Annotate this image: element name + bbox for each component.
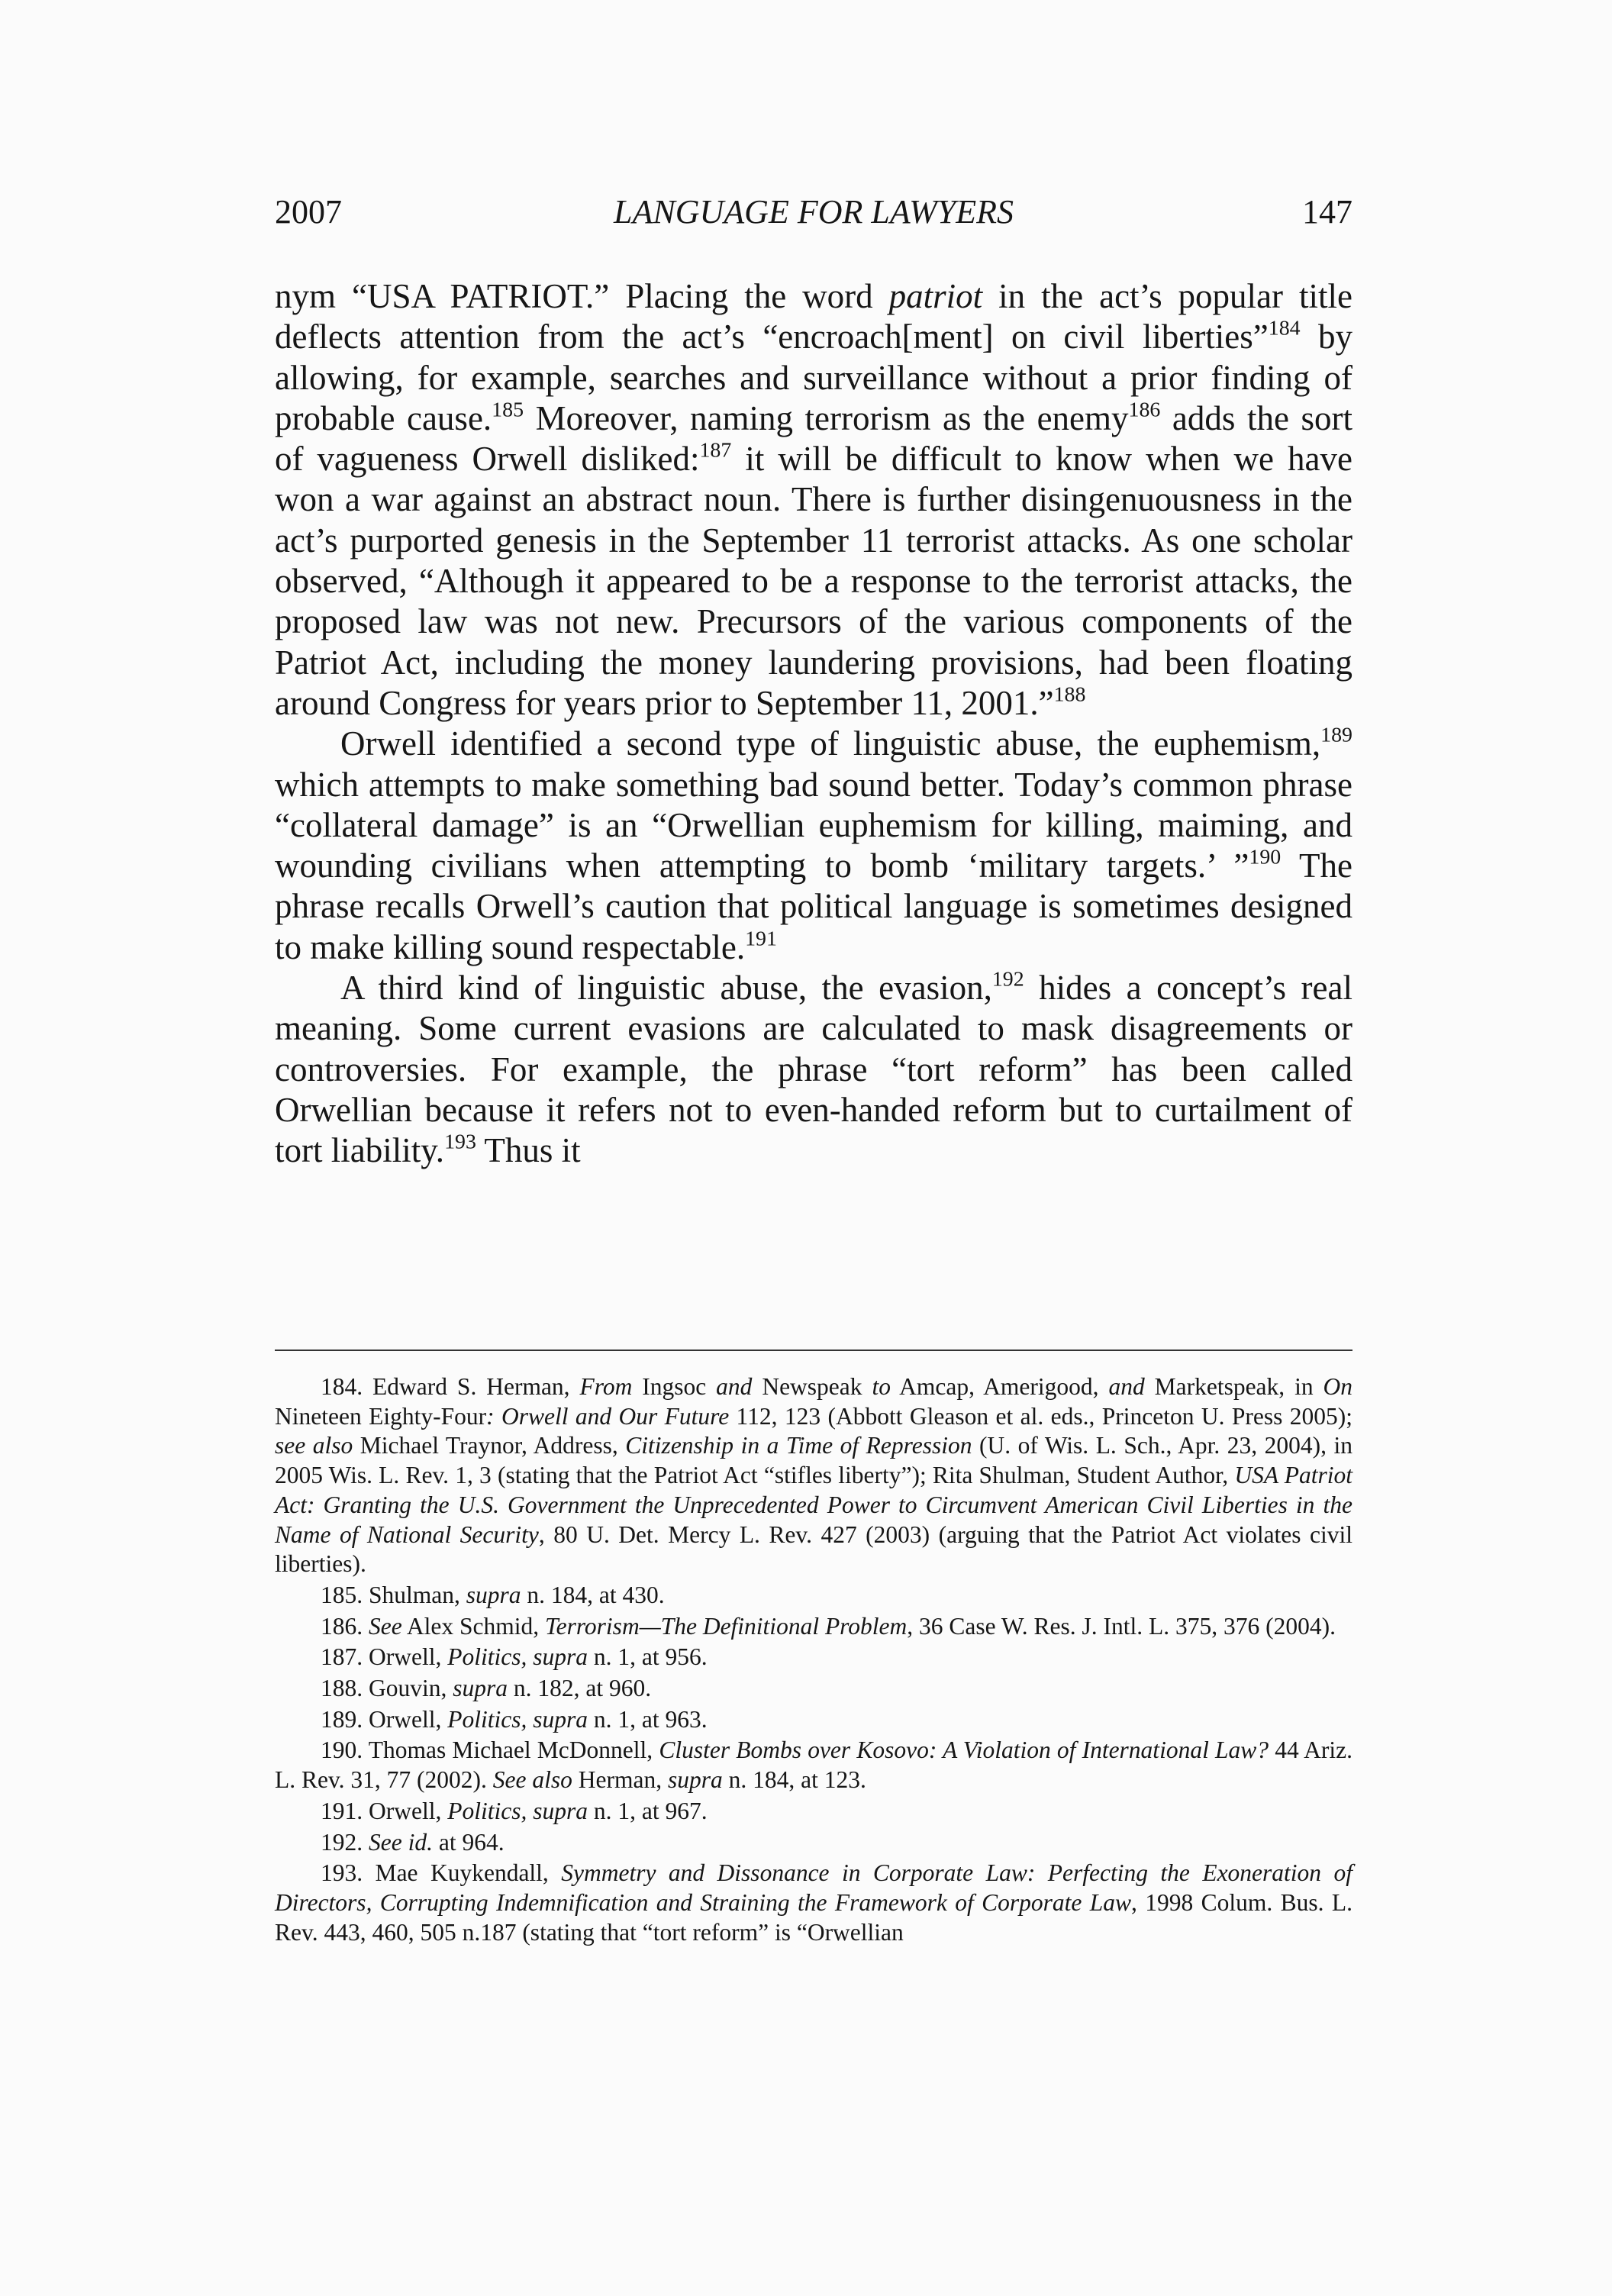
footnote-189: [275, 1705, 1352, 1735]
footnote-185: [275, 1581, 1352, 1611]
footnote-ref-185[interactable]: 185: [492, 398, 524, 422]
text-run: Michael Traynor, Address,: [353, 1432, 626, 1459]
text-run: Moreover, naming terrorism as the enemy: [524, 398, 1129, 437]
footnote-number: 189.: [321, 1705, 363, 1733]
text-run: hides a concept’s real meaning. Some current evasions are calculated to mask disagreements or controversies. For example, the phrase “tort reform” has been called Orwellian because it refers not to even-handed reform but to curtailment of tort liability.: [275, 969, 1352, 1170]
italic-text-run: see also: [275, 1432, 353, 1459]
text-run: n. 1, at 956.: [588, 1643, 708, 1671]
text-run: it will be difficult to know when we have won a war against an abstract noun. There is further disingenuousness in the act’s purported genesis in the September 11 terrorist attacks. As one scholar observed, “Although it appeared to be a response to the terrorist attacks, the proposed law was not new. Precursors of the various components of the Patriot Act, including the money laundering provisions, had been floating around Congress for years prior to September 11, 2001.”: [275, 440, 1352, 722]
footnote-ref-193[interactable]: 193: [444, 1130, 476, 1154]
italic-text-run: supra: [466, 1581, 521, 1608]
footnote-ref-189[interactable]: 189: [1320, 723, 1352, 747]
footnote-number: 187.: [321, 1643, 363, 1671]
footnote-ref-190[interactable]: 190: [1249, 845, 1282, 869]
text-run: 44 Ariz. L. Rev. 31, 77 (2002).: [275, 1737, 1353, 1794]
italic-text-run: Politics, supra: [447, 1643, 588, 1671]
text-run: Thomas Michael McDonnell,: [363, 1737, 659, 1764]
footnote-number: 193.: [321, 1859, 363, 1887]
footnote-number: 184.: [321, 1373, 363, 1400]
text-run: Alex Schmid,: [401, 1612, 545, 1640]
text-run: Thus it: [476, 1131, 581, 1170]
text-run: A third kind of linguistic abuse, the evasion,: [340, 969, 992, 1008]
footnote-186: [275, 1612, 1352, 1642]
footnote-number: 192.: [321, 1828, 363, 1856]
header-title: LANGUAGE FOR LAWYERS: [614, 193, 1014, 231]
text-run: Orwell,: [363, 1797, 448, 1824]
text-run: Orwell identified a second type of linguistic abuse, the euphemism,: [340, 724, 1321, 763]
main-text: [275, 276, 1352, 1172]
text-run: Newspeak: [752, 1373, 872, 1400]
italic-text-run: See: [369, 1612, 402, 1640]
text-run: [363, 1829, 369, 1856]
footnote-184: [275, 1372, 1352, 1579]
footnote-number: 186.: [321, 1612, 363, 1640]
text-run: n. 1, at 963.: [588, 1705, 708, 1733]
text-run: Shulman,: [363, 1581, 466, 1608]
italic-text-run: On: [1323, 1373, 1353, 1400]
italic-text-run: supra: [453, 1675, 508, 1702]
paragraph-2: [275, 724, 1352, 968]
italic-text-run: From: [579, 1373, 633, 1400]
italic-text-run: and: [716, 1373, 753, 1400]
text-run: n. 184, at 123.: [722, 1766, 866, 1794]
footnote-ref-191[interactable]: 191: [745, 927, 777, 951]
text-run: (U. of Wis. L. Sch., Apr. 23, 2004), in 2005 Wis. L. Rev. 1, 3 (stating that the Patriot Act “stifles liberty”); Rita Shulman, Student Author,: [275, 1432, 1353, 1489]
text-run: nym “USA PATRIOT.” Placing the word: [275, 277, 889, 315]
paragraph-3: [275, 968, 1352, 1171]
text-run: The phrase recalls Orwell’s caution that political language is sometimes designed to make killing sound respectable.: [275, 846, 1352, 966]
footnote-190: [275, 1736, 1352, 1795]
footnotes-section: [275, 1372, 1352, 1949]
italic-text-run: Cluster Bombs over Kosovo: A Violation of International Law?: [659, 1737, 1269, 1764]
italic-text-run: See id.: [369, 1828, 433, 1856]
footnote-ref-188[interactable]: 188: [1053, 682, 1086, 707]
footnote-188: [275, 1674, 1352, 1704]
text-run: which attempts to make something bad sound better. Today’s common phrase “collateral damage” is an “Orwellian euphemism for killing, maiming, and wounding civilians when attempting to bomb ‘military targets.’ ”: [275, 765, 1352, 885]
footnote-number: 185.: [321, 1581, 363, 1608]
paragraph-1: [275, 276, 1352, 724]
footnote-187: [275, 1643, 1352, 1672]
text-run: Orwell,: [363, 1643, 448, 1671]
italic-text-run: Citizenship in a Time of Repression: [625, 1432, 972, 1459]
italic-text-run: Politics, supra: [447, 1797, 588, 1824]
text-run: Amcap, Amerigood,: [890, 1373, 1109, 1400]
text-run: n. 184, at 430.: [521, 1581, 665, 1608]
italic-text-run: and: [1108, 1373, 1145, 1400]
text-run: , 80 U. Det. Mercy L. Rev. 427 (2003) (arguing that the Patriot Act violates civil liberties).: [275, 1520, 1353, 1578]
footnote-192: [275, 1828, 1352, 1858]
footnote-divider: [275, 1350, 1352, 1351]
footnote-number: 188.: [321, 1675, 363, 1702]
text-run: , 1998 Colum. Bus. L. Rev. 443, 460, 505 n.187 (stating that “tort reform” is “Orwellian: [275, 1888, 1353, 1946]
footnote-number: 190.: [321, 1737, 363, 1764]
footnote-191: [275, 1797, 1352, 1827]
text-run: , 36 Case W. Res. J. Intl. L. 375, 376 (2004).: [907, 1612, 1336, 1640]
footnote-ref-187[interactable]: 187: [699, 438, 732, 463]
footnote-ref-192[interactable]: 192: [991, 967, 1024, 992]
text-run: Orwell,: [363, 1705, 448, 1733]
footnote-ref-186[interactable]: 186: [1128, 398, 1161, 422]
header-year: 2007: [275, 193, 342, 231]
text-run: by allowing, for example, searches and surveillance without a prior finding of probable cause.: [275, 318, 1352, 437]
italic-text-run: Terrorism—The Definitional Problem: [544, 1612, 908, 1640]
text-run: 112, 123 (Abbott Gleason et al. eds., Princeton U. Press 2005);: [729, 1402, 1352, 1430]
italic-text-run: Politics, supra: [447, 1705, 588, 1733]
italic-text-run: USA Patriot Act: Granting the U.S. Government the Unprecedented Power to Circumvent American Civil Liberties in the Name of National Security: [275, 1462, 1352, 1548]
text-run: n. 1, at 967.: [588, 1797, 708, 1824]
text-run: Mae Kuykendall,: [363, 1859, 562, 1887]
italic-text-run: : Orwell and Our Future: [486, 1402, 730, 1430]
text-run: at 964.: [432, 1828, 505, 1856]
text-run: Gouvin,: [363, 1675, 453, 1702]
footnote-number: 191.: [321, 1797, 363, 1824]
text-run: in the act’s popular title deflects attention from the act’s “encroach[ment] on civil liberties”: [275, 277, 1352, 356]
italic-text-run: See also: [492, 1766, 572, 1794]
italic-text-run: to: [872, 1373, 891, 1400]
text-run: Herman,: [572, 1766, 668, 1794]
text-run: Nineteen Eighty-Four: [275, 1402, 487, 1430]
text-run: Edward S. Herman,: [363, 1373, 580, 1400]
text-run: adds the sort of vagueness Orwell disliked:: [275, 398, 1352, 479]
text-run: Ingsoc: [632, 1373, 717, 1400]
footnote-193: [275, 1859, 1352, 1947]
italic-text-run: patriot: [888, 277, 983, 315]
running-header: [275, 192, 1352, 246]
italic-text-run: supra: [667, 1766, 723, 1794]
text-run: [363, 1613, 369, 1640]
text-run: n. 182, at 960.: [508, 1675, 652, 1702]
page-number: 147: [1302, 193, 1352, 231]
text-run: Marketspeak, in: [1144, 1373, 1323, 1400]
italic-text-run: Symmetry and Dissonance in Corporate Law: Perfecting the Exoneration of Directors, Corrupting Indemnification and Straining the Framework of Corporate Law: [275, 1859, 1352, 1916]
footnote-ref-184[interactable]: 184: [1268, 317, 1301, 340]
